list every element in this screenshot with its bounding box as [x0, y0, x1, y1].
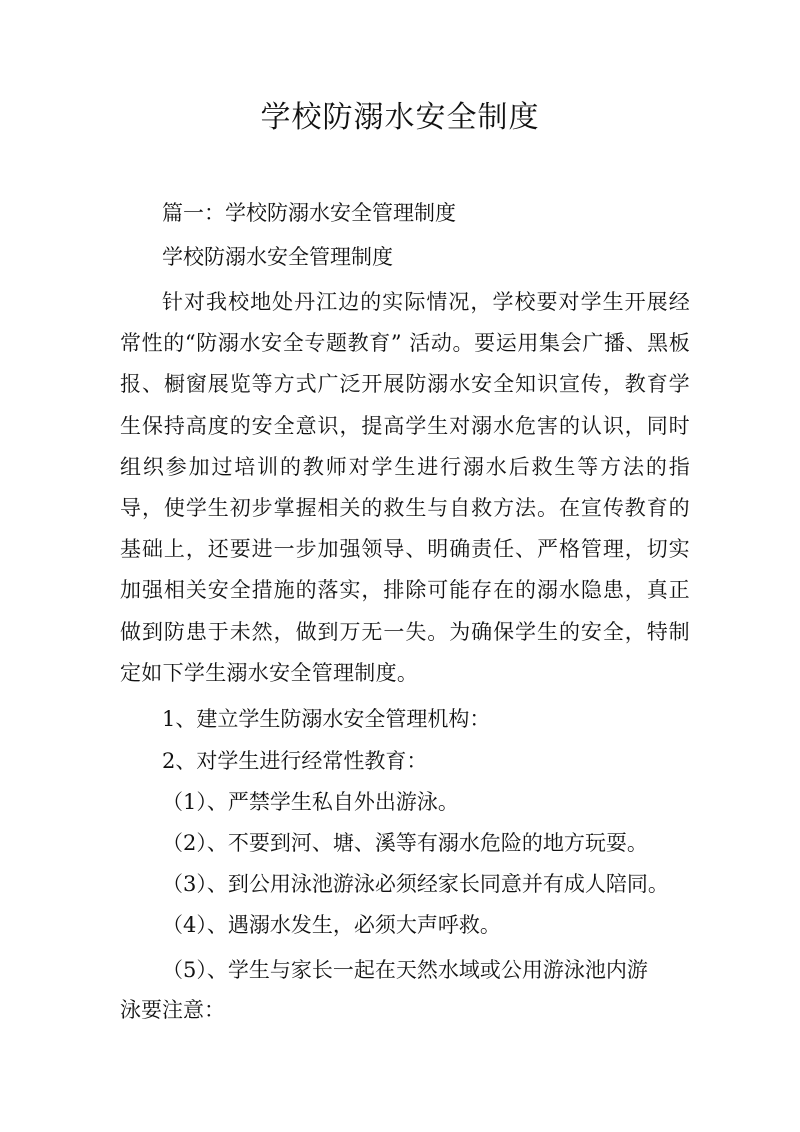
list-item: （1）、严禁学生私自外出游泳。: [162, 790, 459, 814]
intro-paragraph: 针对我校地处丹江边的实际情况，学校要对学生开展经常性的“防溺水安全专题教育” 活动。要运用集会广播、黑板报、橱窗展览等方式广泛开展防溺水安全知识宣传，教育学生保持高度的安全意识，提高学生对溺水危害的认识，同时组织参加过培训的教师对学生进行溺水后救生等方法的指导，使学生初步掌握相关的救生与自救方法。在宣传教育的基础上，还要进一步加强领导、明确责任、严格管理，切实加强相关安全措施的落实，排除可能存在的溺水隐患，真正做到防患于未然，做到万无一失。为确保学生的安全，特制定如下学生溺水安全管理制度。: [120, 290, 690, 685]
list-item: （3）、到公用泳池游泳必须经家长同意并有成人陪同。: [162, 872, 669, 896]
list-item: 2、对学生进行经常性教育：: [162, 749, 428, 773]
list-item: （2）、不要到河、塘、溪等有溺水危险的地方玩耍。: [162, 831, 648, 855]
document-title: 学校防溺水安全制度: [260, 100, 540, 135]
list-item: （5）、学生与家长一起在天然水域或公用游泳池内游: [162, 958, 648, 982]
subheading: 学校防溺水安全管理制度: [162, 245, 393, 269]
section-heading: 篇一：学校防溺水安全管理制度: [162, 201, 456, 225]
list-item: 1、建立学生防溺水安全管理机构：: [162, 707, 491, 731]
list-item: （4）、遇溺水发生，必须大声呼救。: [162, 913, 501, 937]
list-item-continuation: 泳要注意：: [120, 998, 225, 1022]
